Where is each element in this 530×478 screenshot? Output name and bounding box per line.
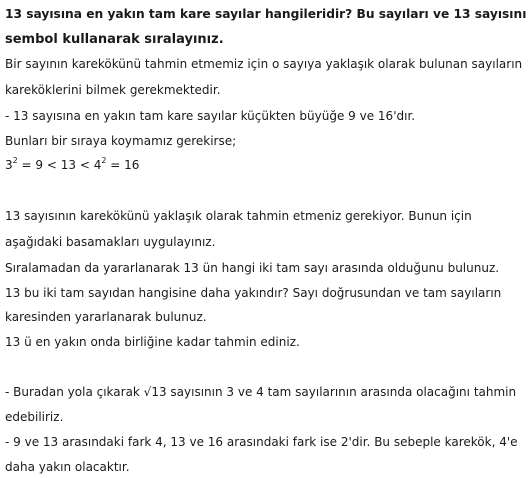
paragraph-3-line-1: - Buradan yola çıkarak √13 sayısının 3 ve 4 tam sayılarının arasında olacağını tahmin — [5, 385, 517, 399]
paragraph-3-line-3: - 9 ve 13 arasındaki fark 4, 13 ve 16 arasındaki fark ise 2'dir. Bu sebeple karekök, 4'e — [5, 435, 518, 449]
paragraph-1-line-3: - 13 sayısına en yakın tam kare sayılar küçükten büyüğe 9 ve 16'dır. — [5, 109, 416, 123]
paragraph-2-line-1: 13 sayısının karekökünü yaklaşık olarak tahmin etmeniz gerekiyor. Bunun için — [5, 209, 472, 223]
paragraph-3-line-4: daha yakın olacaktır. — [5, 460, 130, 474]
question-title-line-1: 13 sayısına en yakın tam kare sayılar hangileridir? Bu sayıları ve 13 sayısını — [5, 7, 527, 21]
paragraph-2-line-2: aşağıdaki basamakları uygulayınız. — [5, 235, 216, 249]
inequality-line — [5, 157, 139, 173]
inequality-end: = 16 — [106, 158, 140, 172]
inequality-exponent-1: 2 — [12, 156, 18, 165]
question-title-line-2: sembol kullanarak sıralayınız. — [5, 32, 224, 47]
paragraph-1-line-2: kareköklerini bilmek gerekmektedir. — [5, 83, 221, 97]
paragraph-1-line-1: Bir sayının karekökünü tahmin etmemiz için o sayıya yaklaşık olarak bulunan sayıların — [5, 57, 523, 71]
paragraph-2-line-6: 13 ü en yakın onda birliğine kadar tahmin ediniz. — [5, 335, 300, 349]
paragraph-1-line-4: Bunları bir sıraya koymamız gerekirse; — [5, 134, 237, 148]
inequality-middle: = 9 < 13 < 4 — [17, 158, 102, 172]
paragraph-2-line-5: karesinden yararlanarak bulunuz. — [5, 310, 207, 324]
inequality-base-1: 3 — [5, 158, 13, 172]
paragraph-3-line-2: edebiliriz. — [5, 410, 64, 424]
inequality-exponent-2: 2 — [101, 156, 107, 165]
paragraph-2-line-3: Sıralamadan da yararlanarak 13 ün hangi iki tam sayı arasında olduğunu bulunuz. — [5, 261, 500, 275]
paragraph-2-line-4: 13 bu iki tam sayıdan hangisine daha yakındır? Sayı doğrusundan ve tam sayıların — [5, 286, 502, 300]
